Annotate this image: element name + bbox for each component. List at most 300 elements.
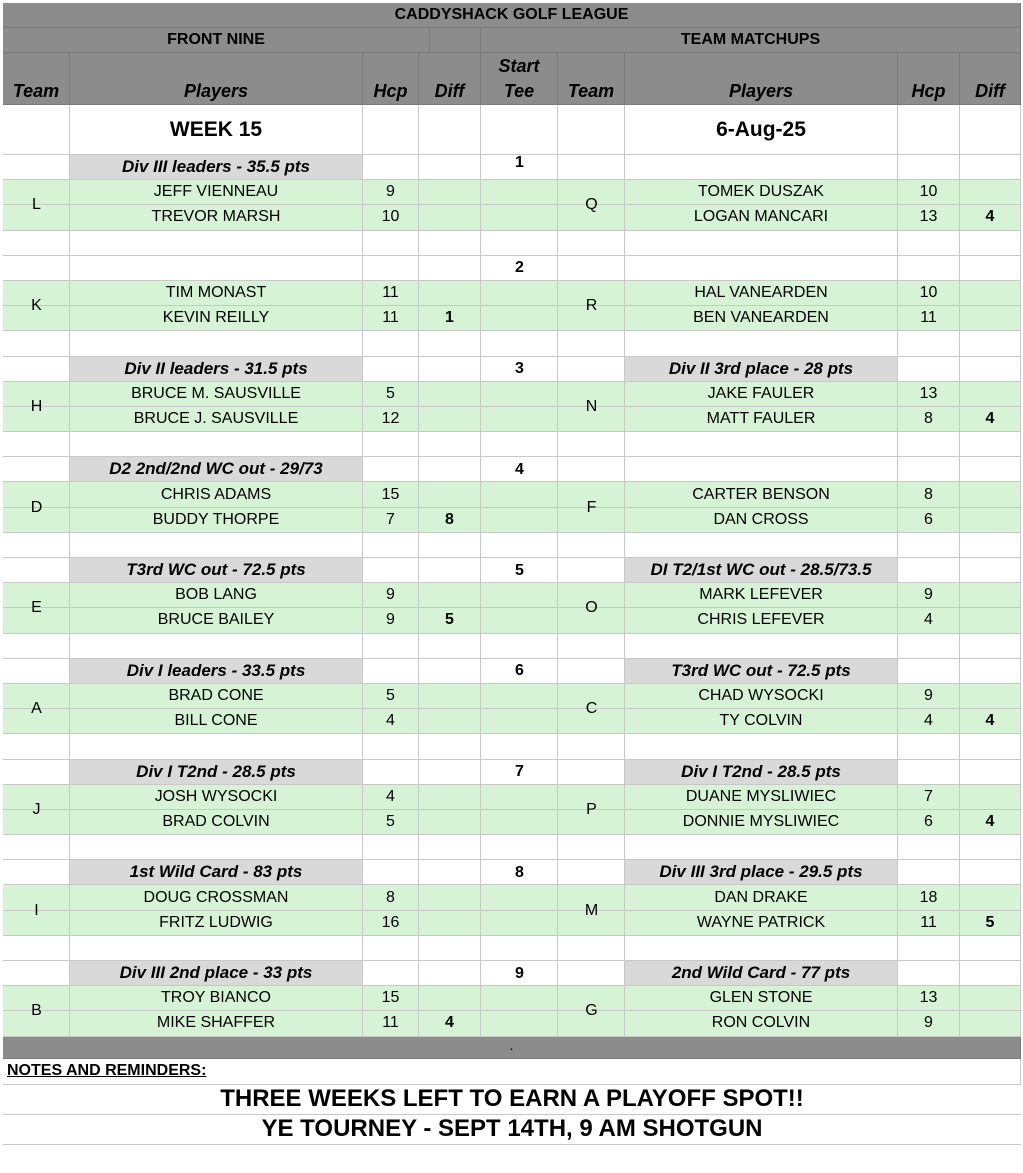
empty-cell[interactable] (419, 734, 481, 759)
handicap[interactable]: 8 (898, 407, 960, 432)
col-hcp-right[interactable]: Hcp (898, 53, 960, 105)
empty-cell[interactable] (625, 634, 898, 659)
diff-value[interactable] (419, 407, 481, 432)
handicap[interactable]: 8 (363, 885, 419, 910)
handicap[interactable]: 5 (363, 382, 419, 407)
col-players-left[interactable]: Players (70, 53, 363, 105)
empty-cell[interactable] (625, 533, 898, 558)
diff-value[interactable] (419, 911, 481, 936)
handicap[interactable]: 8 (898, 482, 960, 507)
empty-cell[interactable] (481, 533, 558, 558)
empty-cell[interactable] (625, 231, 898, 256)
handicap[interactable]: 4 (363, 785, 419, 810)
player-name[interactable]: GLEN STONE (625, 986, 898, 1011)
player-name[interactable]: CHAD WYSOCKI (625, 684, 898, 709)
player-name[interactable]: BRUCE J. SAUSVILLE (70, 407, 363, 432)
handicap[interactable]: 6 (898, 508, 960, 533)
empty-cell[interactable] (419, 331, 481, 356)
empty-cell[interactable] (419, 432, 481, 457)
handicap[interactable]: 18 (898, 885, 960, 910)
empty-cell[interactable] (419, 533, 481, 558)
tee-cell[interactable] (481, 684, 558, 709)
label-row-diff-left[interactable] (419, 860, 481, 885)
handicap[interactable]: 11 (898, 306, 960, 331)
empty-cell[interactable] (481, 634, 558, 659)
empty-cell[interactable] (481, 835, 558, 860)
diff-value[interactable]: 4 (960, 205, 1021, 230)
empty-cell[interactable] (960, 432, 1021, 457)
standing-label-right[interactable]: 2nd Wild Card - 77 pts (625, 961, 898, 986)
empty-cell[interactable] (419, 936, 481, 961)
standing-label-right[interactable] (625, 457, 898, 482)
diff-value[interactable]: 4 (419, 1011, 481, 1036)
label-row-diff-right[interactable] (960, 256, 1021, 281)
label-row-team-left[interactable] (3, 357, 70, 382)
handicap[interactable]: 10 (898, 180, 960, 205)
handicap[interactable]: 15 (363, 482, 419, 507)
label-row-diff-left[interactable] (419, 558, 481, 583)
player-name[interactable]: TREVOR MARSH (70, 205, 363, 230)
title-row (3, 3, 1021, 28)
label-row-hcp-right[interactable] (898, 760, 960, 785)
label-row-team-left[interactable] (3, 457, 70, 482)
empty-cell[interactable] (363, 936, 419, 961)
diff-value[interactable] (960, 1011, 1021, 1036)
empty-cell[interactable] (898, 331, 960, 356)
tee-cell[interactable] (481, 1011, 558, 1036)
empty-cell[interactable] (898, 936, 960, 961)
player-name[interactable]: DAN DRAKE (625, 885, 898, 910)
label-row-hcp-right[interactable] (898, 457, 960, 482)
handicap[interactable]: 16 (363, 911, 419, 936)
player-name[interactable]: MATT FAULER (625, 407, 898, 432)
diff-cell[interactable] (419, 583, 481, 608)
label-row-diff-left[interactable] (419, 357, 481, 382)
tee-cell[interactable] (481, 205, 558, 230)
empty-cell[interactable] (70, 734, 363, 759)
label-row-diff-left[interactable] (419, 760, 481, 785)
handicap[interactable]: 4 (898, 608, 960, 633)
label-row-hcp-left[interactable] (363, 860, 419, 885)
handicap[interactable]: 11 (363, 306, 419, 331)
empty-cell[interactable] (363, 835, 419, 860)
section-front-nine[interactable]: FRONT NINE (3, 28, 430, 53)
diff-value[interactable] (419, 709, 481, 734)
week-row-diff-right[interactable] (960, 105, 1021, 155)
empty-cell[interactable] (960, 634, 1021, 659)
diff-value[interactable]: 8 (419, 508, 481, 533)
player-name[interactable]: RON COLVIN (625, 1011, 898, 1036)
label-row-hcp-right[interactable] (898, 357, 960, 382)
empty-cell[interactable] (558, 331, 625, 356)
matchup-block (3, 155, 1021, 256)
tee-cell[interactable] (481, 407, 558, 432)
empty-cell[interactable] (558, 533, 625, 558)
handicap[interactable]: 9 (363, 583, 419, 608)
label-row-hcp-right[interactable] (898, 961, 960, 986)
empty-cell[interactable] (481, 331, 558, 356)
date-label[interactable]: 6-Aug-25 (625, 105, 898, 155)
tee-cell[interactable] (481, 482, 558, 507)
handicap[interactable]: 4 (363, 709, 419, 734)
tee-cell[interactable] (481, 810, 558, 835)
empty-cell[interactable] (898, 231, 960, 256)
league-title[interactable]: CADDYSHACK GOLF LEAGUE (3, 3, 1021, 28)
label-row-team-right[interactable] (558, 155, 625, 180)
player-name[interactable]: TOMEK DUSZAK (625, 180, 898, 205)
diff-cell[interactable] (960, 382, 1021, 407)
empty-cell[interactable] (558, 734, 625, 759)
empty-cell[interactable] (558, 835, 625, 860)
empty-cell[interactable] (70, 936, 363, 961)
player-name[interactable]: TIM MONAST (70, 281, 363, 306)
empty-cell[interactable] (70, 331, 363, 356)
tee-cell[interactable] (481, 911, 558, 936)
matchup-block (3, 659, 1021, 760)
label-row-team-left[interactable] (3, 760, 70, 785)
standing-label-right[interactable] (625, 256, 898, 281)
col-diff-left[interactable]: Diff (419, 53, 481, 105)
diff-value[interactable] (960, 306, 1021, 331)
label-row-team-left[interactable] (3, 256, 70, 281)
section-team-matchups[interactable]: TEAM MATCHUPS (481, 28, 1021, 53)
handicap[interactable]: 7 (898, 785, 960, 810)
player-name[interactable]: BRUCE M. SAUSVILLE (70, 382, 363, 407)
tee-cell[interactable] (481, 608, 558, 633)
empty-cell[interactable] (625, 835, 898, 860)
empty-cell[interactable] (70, 533, 363, 558)
empty-cell[interactable] (960, 231, 1021, 256)
label-row-team-right[interactable] (558, 357, 625, 382)
col-diff-right[interactable]: Diff (960, 53, 1021, 105)
tee-cell[interactable] (481, 986, 558, 1011)
diff-cell[interactable] (960, 684, 1021, 709)
empty-cell[interactable] (70, 634, 363, 659)
handicap[interactable]: 11 (363, 1011, 419, 1036)
label-row-hcp-left[interactable] (363, 961, 419, 986)
label-row-hcp-left[interactable] (363, 659, 419, 684)
tee-cell[interactable] (481, 885, 558, 910)
label-row-hcp-left[interactable] (363, 760, 419, 785)
label-row-team-right[interactable] (558, 961, 625, 986)
label-row-diff-left[interactable] (419, 155, 481, 180)
standing-label-left[interactable]: Div II leaders - 31.5 pts (70, 357, 363, 382)
handicap[interactable]: 4 (898, 709, 960, 734)
label-row-hcp-right[interactable] (898, 558, 960, 583)
empty-cell[interactable] (363, 331, 419, 356)
diff-cell[interactable] (419, 482, 481, 507)
empty-cell[interactable] (558, 634, 625, 659)
player-name[interactable]: TY COLVIN (625, 709, 898, 734)
diff-cell[interactable] (419, 281, 481, 306)
empty-cell[interactable] (481, 432, 558, 457)
label-row-diff-left[interactable] (419, 961, 481, 986)
diff-value[interactable] (960, 608, 1021, 633)
label-row-team-right[interactable] (558, 457, 625, 482)
label-row-diff-right[interactable] (960, 760, 1021, 785)
empty-cell[interactable] (363, 533, 419, 558)
diff-cell[interactable] (960, 281, 1021, 306)
team-letter-right: O (585, 599, 598, 617)
week-row-team-left[interactable] (3, 105, 70, 155)
diff-value[interactable]: 1 (419, 306, 481, 331)
empty-cell[interactable] (419, 835, 481, 860)
empty-cell[interactable] (3, 936, 70, 961)
empty-cell[interactable] (960, 734, 1021, 759)
player-name[interactable]: JAKE FAULER (625, 382, 898, 407)
empty-cell[interactable] (363, 734, 419, 759)
player-name[interactable]: FRITZ LUDWIG (70, 911, 363, 936)
col-hcp-left[interactable]: Hcp (363, 53, 419, 105)
label-row-team-right[interactable] (558, 760, 625, 785)
player-name[interactable]: CARTER BENSON (625, 482, 898, 507)
label-row-team-left[interactable] (3, 860, 70, 885)
handicap[interactable]: 5 (363, 684, 419, 709)
diff-cell[interactable] (419, 684, 481, 709)
handicap[interactable]: 10 (363, 205, 419, 230)
diff-cell[interactable] (419, 986, 481, 1011)
handicap[interactable]: 13 (898, 382, 960, 407)
label-row-hcp-left[interactable] (363, 155, 419, 180)
empty-cell[interactable] (70, 432, 363, 457)
diff-cell[interactable] (960, 180, 1021, 205)
diff-cell[interactable] (960, 482, 1021, 507)
label-row-diff-right[interactable] (960, 558, 1021, 583)
player-name[interactable]: JOSH WYSOCKI (70, 785, 363, 810)
empty-cell[interactable] (3, 634, 70, 659)
handicap[interactable]: 7 (363, 508, 419, 533)
label-row-team-right[interactable] (558, 256, 625, 281)
player-name[interactable]: MIKE SHAFFER (70, 1011, 363, 1036)
empty-cell[interactable] (960, 936, 1021, 961)
tee-cell[interactable] (481, 508, 558, 533)
diff-cell[interactable] (419, 180, 481, 205)
notes-title[interactable]: NOTES AND REMINDERS: (3, 1059, 1021, 1085)
empty-cell[interactable] (363, 634, 419, 659)
label-row-diff-right[interactable] (960, 860, 1021, 885)
label-row-hcp-right[interactable] (898, 659, 960, 684)
diff-value[interactable] (419, 205, 481, 230)
player-name[interactable]: DONNIE MYSLIWIEC (625, 810, 898, 835)
empty-cell[interactable] (3, 331, 70, 356)
label-row-team-left[interactable] (3, 659, 70, 684)
empty-cell[interactable] (960, 533, 1021, 558)
empty-cell[interactable] (960, 835, 1021, 860)
player-name[interactable]: DUANE MYSLIWIEC (625, 785, 898, 810)
player-name[interactable]: BILL CONE (70, 709, 363, 734)
label-row-hcp-left[interactable] (363, 357, 419, 382)
empty-cell[interactable] (419, 231, 481, 256)
player-name[interactable]: DOUG CROSSMAN (70, 885, 363, 910)
standing-label-right[interactable]: Div I T2nd - 28.5 pts (625, 760, 898, 785)
player-name[interactable]: CHRIS ADAMS (70, 482, 363, 507)
label-row-hcp-right[interactable] (898, 860, 960, 885)
handicap[interactable]: 9 (898, 684, 960, 709)
week-row-hcp-right[interactable] (898, 105, 960, 155)
team-letter-right: G (585, 1002, 598, 1020)
standing-label-right[interactable]: T3rd WC out - 72.5 pts (625, 659, 898, 684)
player-name[interactable]: BRAD CONE (70, 684, 363, 709)
player-name[interactable]: JEFF VIENNEAU (70, 180, 363, 205)
player-name[interactable]: BOB LANG (70, 583, 363, 608)
week-label[interactable]: WEEK 15 (70, 105, 363, 155)
col-team-left[interactable]: Team (3, 53, 70, 105)
handicap[interactable]: 11 (898, 911, 960, 936)
tee-cell[interactable] (481, 306, 558, 331)
diff-value[interactable]: 4 (960, 709, 1021, 734)
player-name[interactable]: HAL VANEARDEN (625, 281, 898, 306)
standing-label-left[interactable]: 1st Wild Card - 83 pts (70, 860, 363, 885)
empty-cell[interactable] (481, 936, 558, 961)
empty-cell[interactable] (625, 734, 898, 759)
handicap[interactable]: 9 (898, 583, 960, 608)
standing-label-right[interactable]: Div III 3rd place - 29.5 pts (625, 860, 898, 885)
diff-cell[interactable] (419, 885, 481, 910)
diff-cell[interactable] (960, 785, 1021, 810)
label-row-diff-right[interactable] (960, 961, 1021, 986)
handicap[interactable]: 9 (363, 180, 419, 205)
player-name[interactable]: LOGAN MANCARI (625, 205, 898, 230)
week-row-hcp-left[interactable] (363, 105, 419, 155)
empty-cell[interactable] (898, 734, 960, 759)
section-spacer[interactable] (430, 28, 481, 53)
diff-cell[interactable] (960, 986, 1021, 1011)
empty-cell[interactable] (3, 432, 70, 457)
empty-cell[interactable] (363, 231, 419, 256)
diff-value[interactable] (960, 508, 1021, 533)
handicap[interactable]: 11 (363, 281, 419, 306)
empty-cell[interactable] (960, 331, 1021, 356)
standing-label-left[interactable]: Div III leaders - 35.5 pts (70, 155, 363, 180)
empty-cell[interactable] (898, 533, 960, 558)
handicap[interactable]: 5 (363, 810, 419, 835)
label-row-diff-left[interactable] (419, 256, 481, 281)
empty-cell[interactable] (481, 734, 558, 759)
standing-label-left[interactable] (70, 256, 363, 281)
player-name[interactable]: BUDDY THORPE (70, 508, 363, 533)
standing-label-right[interactable]: DI T2/1st WC out - 28.5/73.5 (625, 558, 898, 583)
empty-cell[interactable] (558, 231, 625, 256)
handicap[interactable]: 12 (363, 407, 419, 432)
label-row-hcp-right[interactable] (898, 256, 960, 281)
player-name[interactable]: DAN CROSS (625, 508, 898, 533)
player-name[interactable]: CHRIS LEFEVER (625, 608, 898, 633)
handicap[interactable]: 6 (898, 810, 960, 835)
handicap[interactable]: 13 (898, 986, 960, 1011)
player-name[interactable]: WAYNE PATRICK (625, 911, 898, 936)
handicap[interactable]: 9 (363, 608, 419, 633)
empty-cell[interactable] (898, 634, 960, 659)
label-row-hcp-left[interactable] (363, 558, 419, 583)
diff-cell[interactable] (960, 885, 1021, 910)
empty-cell[interactable] (625, 331, 898, 356)
empty-cell[interactable] (70, 835, 363, 860)
tee-cell[interactable] (481, 709, 558, 734)
col-players-right[interactable]: Players (625, 53, 898, 105)
handicap[interactable]: 10 (898, 281, 960, 306)
label-row-team-left[interactable] (3, 558, 70, 583)
standing-label-left[interactable]: Div I T2nd - 28.5 pts (70, 760, 363, 785)
week-row-diff-left[interactable] (419, 105, 481, 155)
diff-cell[interactable] (419, 785, 481, 810)
label-row-diff-left[interactable] (419, 457, 481, 482)
label-row-team-right[interactable] (558, 659, 625, 684)
standing-label-left[interactable]: T3rd WC out - 72.5 pts (70, 558, 363, 583)
empty-cell[interactable] (898, 835, 960, 860)
label-row-hcp-left[interactable] (363, 256, 419, 281)
separator-bar[interactable]: . (3, 1037, 1021, 1059)
diff-value[interactable]: 5 (960, 911, 1021, 936)
label-row-team-left[interactable] (3, 155, 70, 180)
handicap[interactable]: 9 (898, 1011, 960, 1036)
handicap[interactable]: 15 (363, 986, 419, 1011)
standing-label-left[interactable]: Div III 2nd place - 33 pts (70, 961, 363, 986)
empty-cell[interactable] (3, 835, 70, 860)
standing-label-right[interactable] (625, 155, 898, 180)
diff-value[interactable]: 4 (960, 407, 1021, 432)
empty-cell[interactable] (3, 533, 70, 558)
note-line-2[interactable]: YE TOURNEY - SEPT 14TH, 9 AM SHOTGUN (3, 1115, 1021, 1145)
label-row-diff-right[interactable] (960, 155, 1021, 180)
label-row-team-right[interactable] (558, 558, 625, 583)
empty-cell[interactable] (625, 936, 898, 961)
label-row-hcp-right[interactable] (898, 155, 960, 180)
label-row-team-right[interactable] (558, 860, 625, 885)
note-line-1[interactable]: THREE WEEKS LEFT TO EARN A PLAYOFF SPOT!! (3, 1085, 1021, 1115)
label-row-team-left[interactable] (3, 961, 70, 986)
standing-label-right[interactable]: Div II 3rd place - 28 pts (625, 357, 898, 382)
diff-value[interactable]: 4 (960, 810, 1021, 835)
empty-cell[interactable] (363, 432, 419, 457)
player-name[interactable]: BEN VANEARDEN (625, 306, 898, 331)
diff-value[interactable] (419, 810, 481, 835)
empty-cell[interactable] (3, 231, 70, 256)
handicap[interactable]: 13 (898, 205, 960, 230)
label-row-diff-right[interactable] (960, 457, 1021, 482)
player-name[interactable]: KEVIN REILLY (70, 306, 363, 331)
diff-cell[interactable] (419, 382, 481, 407)
player-name[interactable]: BRUCE BAILEY (70, 608, 363, 633)
empty-cell[interactable] (70, 231, 363, 256)
label-row-hcp-left[interactable] (363, 457, 419, 482)
empty-cell[interactable] (625, 432, 898, 457)
player-name[interactable]: MARK LEFEVER (625, 583, 898, 608)
col-start-tee[interactable] (481, 53, 558, 105)
label-row-diff-right[interactable] (960, 357, 1021, 382)
diff-cell[interactable] (960, 583, 1021, 608)
empty-cell[interactable] (898, 432, 960, 457)
diff-value[interactable]: 5 (419, 608, 481, 633)
player-name[interactable]: BRAD COLVIN (70, 810, 363, 835)
empty-cell[interactable] (558, 432, 625, 457)
week-row-team-right[interactable] (558, 105, 625, 155)
standing-label-left[interactable]: Div I leaders - 33.5 pts (70, 659, 363, 684)
player-name[interactable]: TROY BIANCO (70, 986, 363, 1011)
label-row-diff-right[interactable] (960, 659, 1021, 684)
column-header-row (3, 53, 1021, 105)
label-row-diff-left[interactable] (419, 659, 481, 684)
tee-cell[interactable] (481, 281, 558, 306)
empty-cell[interactable] (481, 231, 558, 256)
empty-cell[interactable] (3, 734, 70, 759)
tee-cell[interactable] (481, 382, 558, 407)
standing-label-left[interactable]: D2 2nd/2nd WC out - 29/73 (70, 457, 363, 482)
tee-cell[interactable] (481, 583, 558, 608)
empty-cell[interactable] (419, 634, 481, 659)
empty-cell[interactable] (558, 936, 625, 961)
col-team-right[interactable]: Team (558, 53, 625, 105)
tee-cell[interactable] (481, 785, 558, 810)
